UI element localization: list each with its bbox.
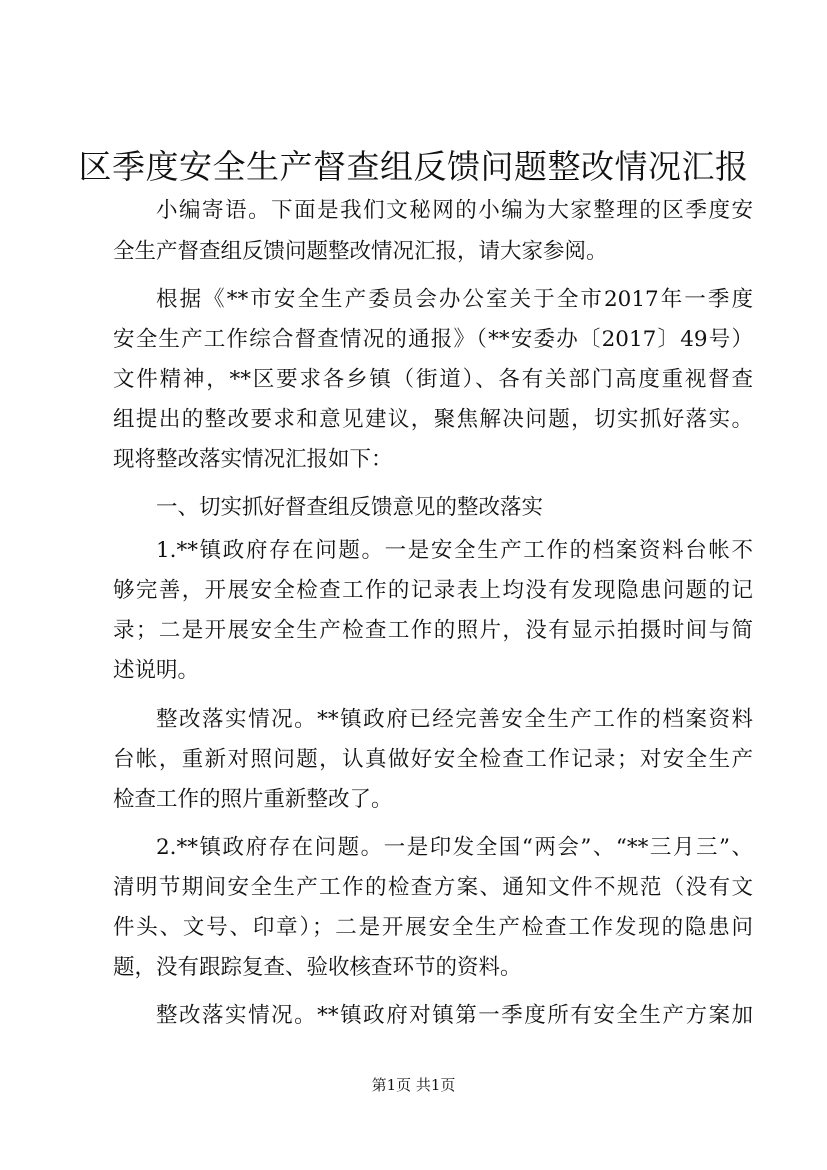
body-line: 现将整改落实情况汇报如下： [113,447,393,472]
body-line: 根据《**市安全生产委员会办公室关于全市2017年一季度 [156,287,753,312]
body-line: 录；二是开展安全生产检查工作的照片，没有显示拍摄时间与简 [113,618,753,643]
body-line: 整改落实情况。**镇政府对镇第一季度所有安全生产方案加 [156,1003,753,1028]
body-line: 整改落实情况。**镇政府已经完善安全生产工作的档案资料 [156,707,753,732]
page-footer: 第1页 共1页 [371,1076,456,1094]
body-line: 检查工作的照片重新整改了。 [113,787,393,812]
body-line: 台帐，重新对照问题，认真做好安全检查工作记录；对安全生产 [113,747,753,772]
body-line: 述说明。 [113,658,200,683]
section-heading: 一、切实抓好督查组反馈意见的整改落实 [156,495,544,520]
body-line: 组提出的整改要求和意见建议，聚焦解决问题，切实抓好落实。 [113,407,753,432]
body-line: 文件精神，**区要求各乡镇（街道）、各有关部门高度重视督查 [113,367,753,392]
body-line: 安全生产工作综合督查情况的通报》（**安委办〔2017〕49号） [113,327,753,352]
document-title: 区季度安全生产督查组反馈问题整改情况汇报 [78,147,749,186]
body-line: 小编寄语。下面是我们文秘网的小编为大家整理的区季度安 [156,198,753,223]
body-line: 题，没有跟踪复查、验收核查环节的资料。 [113,955,522,980]
body-line: 清明节期间安全生产工作的检查方案、通知文件不规范（没有文 [113,875,753,900]
body-line: 2.**镇政府存在问题。一是印发全国“两会”、“**三月三”、 [156,835,753,860]
body-line: 够完善，开展安全检查工作的记录表上均没有发现隐患问题的记 [113,578,753,603]
body-line: 1.**镇政府存在问题。一是安全生产工作的档案资料台帐不 [156,538,753,563]
body-line: 全生产督查组反馈问题整改情况汇报，请大家参阅。 [113,239,608,264]
body-line: 件头、文号、印章）；二是开展安全生产检查工作发现的隐患问 [113,915,753,940]
